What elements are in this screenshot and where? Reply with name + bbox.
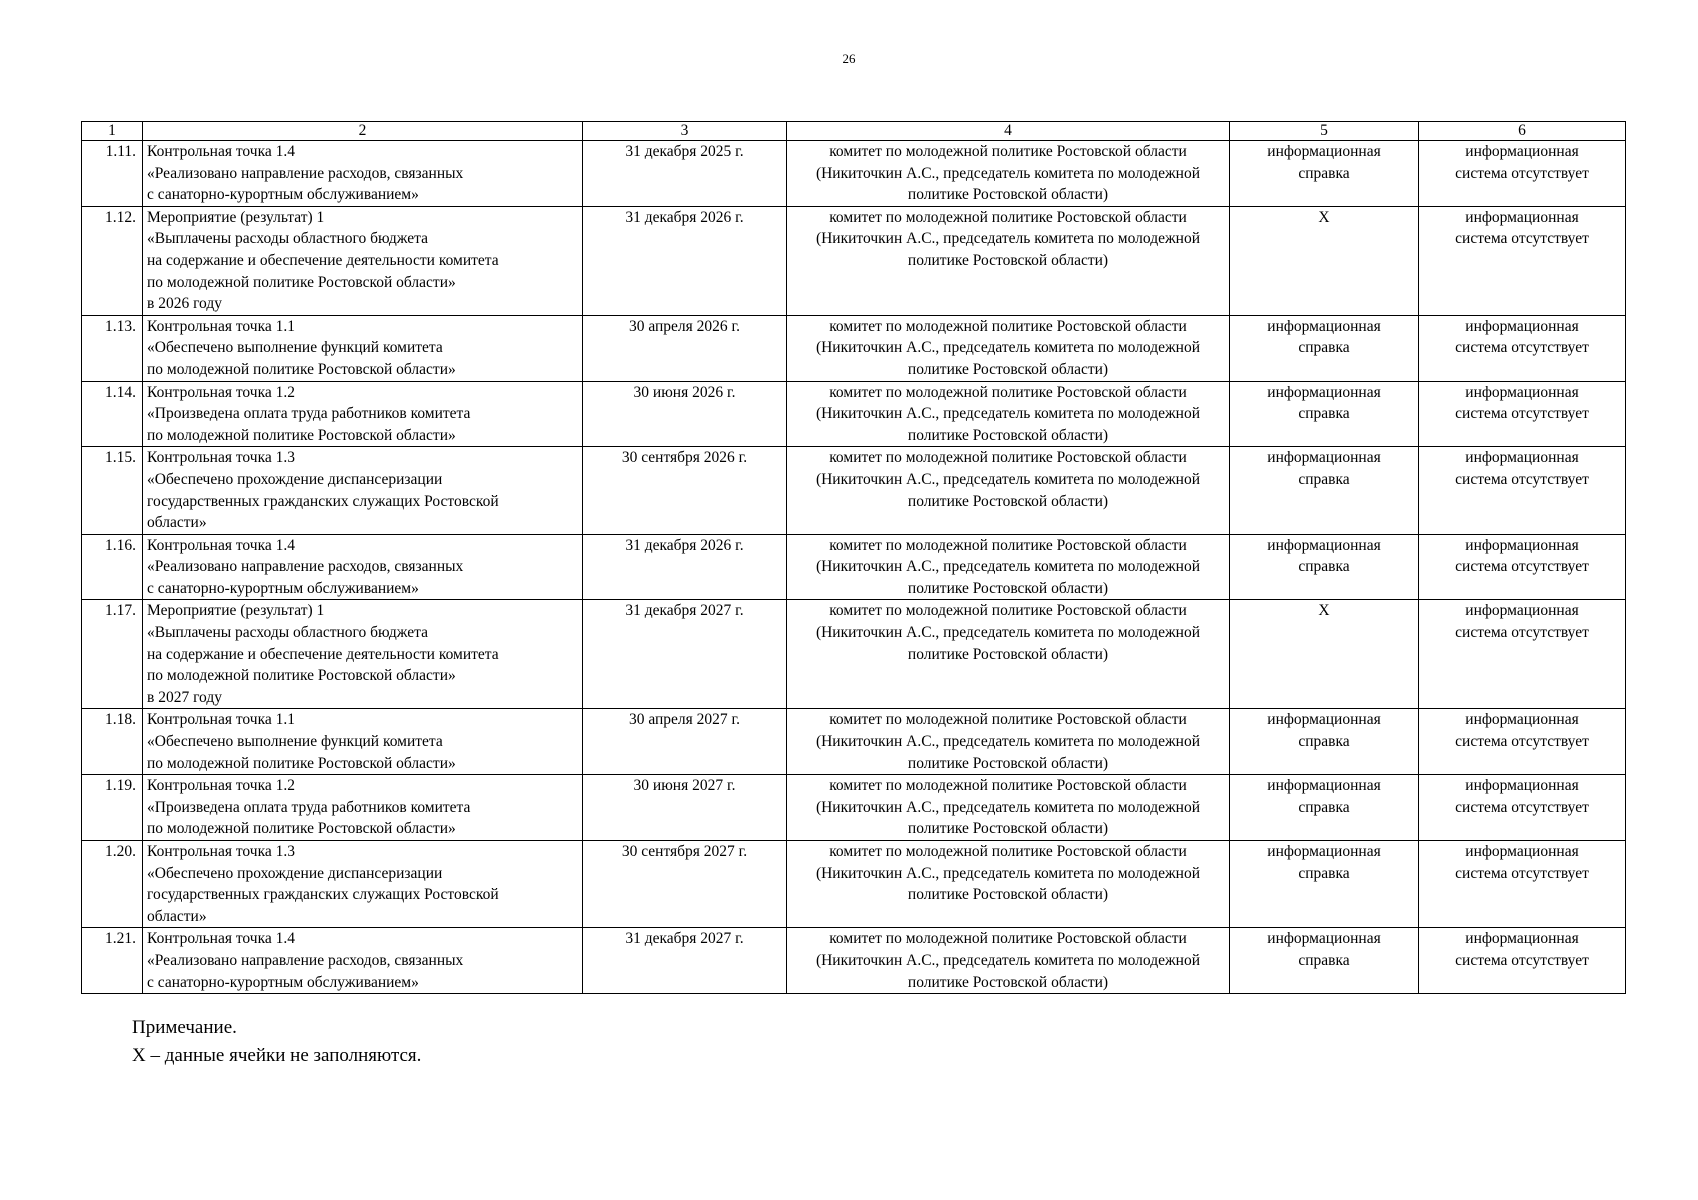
table-row [82, 381, 1626, 447]
information-system-cell: информационная система отсутствует [1419, 928, 1626, 994]
responsible-executor-cell: комитет по молодежной политике Ростовской области (Никиточкин А.С., председатель комитета по молодежной политике Ростовской области) [787, 775, 1230, 841]
deadline-date-cell: 31 декабря 2025 г. [583, 141, 787, 207]
header-cell-2: 2 [143, 122, 583, 141]
note-block [132, 1014, 421, 1070]
responsible-executor-cell: комитет по молодежной политике Ростовской области (Никиточкин А.С., председатель комитета по молодежной политике Ростовской области) [787, 709, 1230, 775]
deadline-date-cell: 31 декабря 2026 г. [583, 206, 787, 315]
responsible-executor-cell: комитет по молодежной политике Ростовской области (Никиточкин А.С., председатель комитета по молодежной политике Ростовской области) [787, 315, 1230, 381]
note-text: Х – данные ячейки не заполняются. [132, 1045, 422, 1066]
responsible-executor-cell: комитет по молодежной политике Ростовской области (Никиточкин А.С., председатель комитета по молодежной политике Ростовской области) [787, 206, 1230, 315]
information-system-cell: информационная система отсутствует [1419, 534, 1626, 600]
table-row [82, 928, 1626, 994]
confirming-document-cell: Х [1230, 600, 1419, 709]
deadline-date-cell: 31 декабря 2027 г. [583, 600, 787, 709]
responsible-executor-cell: комитет по молодежной политике Ростовской области (Никиточкин А.С., председатель комитета по молодежной политике Ростовской области) [787, 447, 1230, 534]
row-number-cell: 1.21. [82, 928, 143, 994]
deadline-date-cell: 30 апреля 2027 г. [583, 709, 787, 775]
row-number-cell: 1.14. [82, 381, 143, 447]
responsible-executor-cell: комитет по молодежной политике Ростовской области (Никиточкин А.С., председатель комитета по молодежной политике Ростовской области) [787, 841, 1230, 928]
table-row [82, 534, 1626, 600]
table-row [82, 709, 1626, 775]
row-number-cell: 1.12. [82, 206, 143, 315]
note-title: Примечание. [132, 1017, 237, 1038]
event-name-cell: Контрольная точка 1.2 «Произведена оплата труда работников комитета по молодежной политике Ростовской области» [143, 381, 583, 447]
event-name-cell: Контрольная точка 1.1 «Обеспечено выполнение функций комитета по молодежной политике Ростовской области» [143, 709, 583, 775]
table-row [82, 141, 1626, 207]
event-name-cell: Контрольная точка 1.3 «Обеспечено прохождение диспансеризации государственных гражданских служащих Ростовской области» [143, 447, 583, 534]
event-name-cell: Контрольная точка 1.4 «Реализовано направление расходов, связанных с санаторно-курортным обслуживанием» [143, 141, 583, 207]
event-name-cell: Контрольная точка 1.1 «Обеспечено выполнение функций комитета по молодежной политике Ростовской области» [143, 315, 583, 381]
event-name-cell: Контрольная точка 1.4 «Реализовано направление расходов, связанных с санаторно-курортным обслуживанием» [143, 534, 583, 600]
table-row [82, 841, 1626, 928]
row-number-cell: 1.13. [82, 315, 143, 381]
event-name-cell: Контрольная точка 1.2 «Произведена оплата труда работников комитета по молодежной политике Ростовской области» [143, 775, 583, 841]
table-row [82, 775, 1626, 841]
confirming-document-cell: информационная справка [1230, 709, 1419, 775]
event-name-cell: Мероприятие (результат) 1 «Выплачены расходы областного бюджета на содержание и обеспечение деятельности комитета по молодежной политике Ростовской области» в 2027 году [143, 600, 583, 709]
header-cell-4: 4 [787, 122, 1230, 141]
information-system-cell: информационная система отсутствует [1419, 447, 1626, 534]
information-system-cell: информационная система отсутствует [1419, 315, 1626, 381]
page-number: 26 [842, 51, 856, 66]
event-name-cell: Контрольная точка 1.3 «Обеспечено прохождение диспансеризации государственных гражданских служащих Ростовской области» [143, 841, 583, 928]
responsible-executor-cell: комитет по молодежной политике Ростовской области (Никиточкин А.С., председатель комитета по молодежной политике Ростовской области) [787, 141, 1230, 207]
table-header-row [82, 122, 1626, 141]
confirming-document-cell: информационная справка [1230, 928, 1419, 994]
deadline-date-cell: 30 апреля 2026 г. [583, 315, 787, 381]
responsible-executor-cell: комитет по молодежной политике Ростовской области (Никиточкин А.С., председатель комитета по молодежной политике Ростовской области) [787, 928, 1230, 994]
responsible-executor-cell: комитет по молодежной политике Ростовской области (Никиточкин А.С., председатель комитета по молодежной политике Ростовской области) [787, 600, 1230, 709]
information-system-cell: информационная система отсутствует [1419, 381, 1626, 447]
information-system-cell: информационная система отсутствует [1419, 775, 1626, 841]
table-row [82, 447, 1626, 534]
header-cell-3: 3 [583, 122, 787, 141]
deadline-date-cell: 31 декабря 2026 г. [583, 534, 787, 600]
information-system-cell: информационная система отсутствует [1419, 206, 1626, 315]
information-system-cell: информационная система отсутствует [1419, 709, 1626, 775]
information-system-cell: информационная система отсутствует [1419, 841, 1626, 928]
confirming-document-cell: информационная справка [1230, 841, 1419, 928]
confirming-document-cell: информационная справка [1230, 315, 1419, 381]
responsible-executor-cell: комитет по молодежной политике Ростовской области (Никиточкин А.С., председатель комитета по молодежной политике Ростовской области) [787, 381, 1230, 447]
event-name-cell: Контрольная точка 1.4 «Реализовано направление расходов, связанных с санаторно-курортным обслуживанием» [143, 928, 583, 994]
confirming-document-cell: информационная справка [1230, 775, 1419, 841]
table-row [82, 600, 1626, 709]
row-number-cell: 1.17. [82, 600, 143, 709]
information-system-cell: информационная система отсутствует [1419, 141, 1626, 207]
confirming-document-cell: информационная справка [1230, 381, 1419, 447]
plan-table [81, 121, 1626, 994]
deadline-date-cell: 31 декабря 2027 г. [583, 928, 787, 994]
row-number-cell: 1.18. [82, 709, 143, 775]
row-number-cell: 1.20. [82, 841, 143, 928]
header-cell-6: 6 [1419, 122, 1626, 141]
header-cell-1: 1 [82, 122, 143, 141]
confirming-document-cell: информационная справка [1230, 447, 1419, 534]
confirming-document-cell: Х [1230, 206, 1419, 315]
row-number-cell: 1.15. [82, 447, 143, 534]
header-cell-5: 5 [1230, 122, 1419, 141]
event-name-cell: Мероприятие (результат) 1 «Выплачены расходы областного бюджета на содержание и обеспечение деятельности комитета по молодежной политике Ростовской области» в 2026 году [143, 206, 583, 315]
confirming-document-cell: информационная справка [1230, 141, 1419, 207]
deadline-date-cell: 30 сентября 2027 г. [583, 841, 787, 928]
responsible-executor-cell: комитет по молодежной политике Ростовской области (Никиточкин А.С., председатель комитета по молодежной политике Ростовской области) [787, 534, 1230, 600]
information-system-cell: информационная система отсутствует [1419, 600, 1626, 709]
deadline-date-cell: 30 июня 2026 г. [583, 381, 787, 447]
row-number-cell: 1.16. [82, 534, 143, 600]
row-number-cell: 1.11. [82, 141, 143, 207]
deadline-date-cell: 30 сентября 2026 г. [583, 447, 787, 534]
confirming-document-cell: информационная справка [1230, 534, 1419, 600]
table-row [82, 315, 1626, 381]
deadline-date-cell: 30 июня 2027 г. [583, 775, 787, 841]
row-number-cell: 1.19. [82, 775, 143, 841]
table-body [82, 122, 1626, 994]
table-row [82, 206, 1626, 315]
